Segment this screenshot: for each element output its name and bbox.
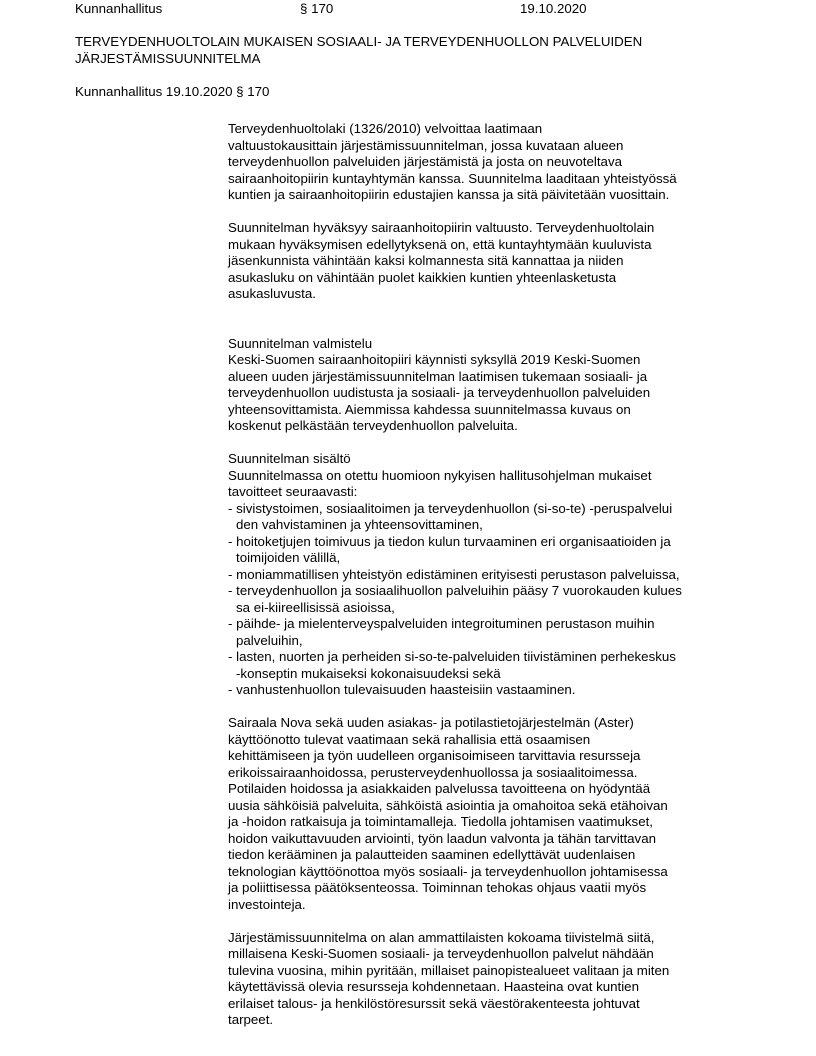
text-line: jäsenkunnista vähintään kaksi kolmannesta sitä kannattaa ja niiden xyxy=(228,253,624,268)
text-line: sairaanhoitopiirin kuntayhtymän kanssa. Suunnitelma laaditaan yhteistyössä xyxy=(228,170,677,186)
list-item-text: den vahvistaminen ja yhteensovittaminen, xyxy=(236,517,483,532)
objectives-list xyxy=(228,501,808,699)
meeting-reference: Kunnanhallitus 19.10.2020 § 170 xyxy=(75,84,270,99)
list-item-text: - sivistystoimen, sosiaalitoimen ja terveydenhuollon (si-so-te) -peruspalvelui xyxy=(228,500,673,516)
list-item xyxy=(228,501,808,534)
text-line: erilaiset talous- ja henkilöstöresurssit sekä väestörakenteesta johtuvat xyxy=(228,995,640,1011)
list-item-text: - hoitoketjujen toimivuus ja tiedon kulun turvaaminen eri organisaatioiden ja xyxy=(228,533,671,549)
title-line: TERVEYDENHUOLTOLAIN MUKAISEN SOSIAALI- JA TERVEYDENHUOLLON PALVELUIDEN xyxy=(75,34,643,49)
paragraph-approval xyxy=(228,220,808,303)
list-item-text: - päihde- ja mielenterveyspalveluiden integroituminen perustason muihin xyxy=(228,616,655,631)
text-line: hoidon vaikuttavuuden arviointi, työn laadun valvonta ja tähän tarvittavan xyxy=(228,830,657,846)
list-item xyxy=(228,583,808,616)
text-line: tarpeet. xyxy=(228,1012,274,1027)
text-line: mukaan hyväksymisen edellytyksenä on, että kuntayhtymään kuuluvista xyxy=(228,236,652,252)
text-line: uusia sähköisiä palveluita, sähköistä asiointia ja omahoitoa sekä etähoivan xyxy=(228,797,668,813)
list-item-text: - terveydenhuollon ja sosiaalihuollon palveluihin pääsy 7 vuorokauden kulues xyxy=(228,583,682,598)
list-item xyxy=(228,534,808,567)
text-line: erikoissairaanhoidossa, perusterveydenhuollossa ja sosiaalitoimessa. xyxy=(228,764,638,780)
text-line: koskenut pelkästään terveydenhuollon palveluita. xyxy=(228,418,518,433)
text-line: teknologian käyttöönottoa myös sosiaali- ja terveydenhuollon johtamisessa xyxy=(228,863,668,879)
list-item-text: sa ei-kiireellisissä asioissa, xyxy=(236,599,395,615)
text-line: käyttöönotto tulevat vaatimaan sekä rahallisia että osaamisen xyxy=(228,731,591,747)
text-line: investointeja. xyxy=(228,896,306,912)
section-heading: Suunnitelman sisältö xyxy=(228,451,351,466)
list-item-text: palveluihin, xyxy=(236,632,303,648)
paragraph-content xyxy=(228,451,808,699)
paragraph-nova-aster xyxy=(228,715,808,913)
text-line: Terveydenhuoltolaki (1326/2010) velvoittaa laatimaan xyxy=(228,121,543,136)
header-date: 19.10.2020 xyxy=(520,1,587,16)
spacer xyxy=(228,319,808,336)
document-title xyxy=(75,34,795,67)
text-line: terveydenhuollon uudistusta ja sosiaali- ja terveydenhuollon palveluiden xyxy=(228,385,651,400)
text-line: ja -hoidon ratkaisuja ja toimintamalleja. Tiedolla johtamisen vaatimukset, xyxy=(228,814,653,829)
text-line: Suunnitelman hyväksyy sairaanhoitopiirin valtuusto. Terveydenhuoltolain xyxy=(228,220,655,235)
text-line: tiedon kerääminen ja palautteiden saaminen edellyttävät uudenlaisen xyxy=(228,847,636,862)
list-item-text: - lasten, nuorten ja perheiden si-so-te-palveluiden tiivistäminen perhekeskus xyxy=(228,649,676,664)
text-line: tulevina vuosina, mihin pyritään, millaiset painopistealueet valitaan ja miten xyxy=(228,962,670,978)
list-item xyxy=(228,682,808,699)
text-line: kehittämiseen ja työn uudelleen organisoimiseen tarvittavia resursseja xyxy=(228,748,641,763)
text-line: Keski-Suomen sairaanhoitopiiri käynnisti syksyllä 2019 Keski-Suomen xyxy=(228,352,641,367)
header-section: § 170 xyxy=(300,1,334,16)
list-item xyxy=(228,616,808,649)
text-line: terveydenhuollon palveluiden järjestämistä ja josta on neuvoteltava xyxy=(228,154,622,169)
text-line: Suunnitelmassa on otettu huomioon nykyisen hallitusohjelman mukaiset xyxy=(228,467,652,483)
paragraph-preparation xyxy=(228,336,808,435)
text-line: asukasluvusta. xyxy=(228,286,316,301)
page-header xyxy=(0,1,816,18)
text-line: Järjestämissuunnitelma on alan ammattilaisten kokoama tiivistelmä siitä, xyxy=(228,929,655,945)
title-line: JÄRJESTÄMISSUUNNITELMA xyxy=(75,50,261,66)
text-line: valtuustokausittain järjestämissuunnitelman, jossa kuvataan alueen xyxy=(228,137,624,153)
list-item-text: toimijoiden välillä, xyxy=(236,550,341,565)
text-line: Potilaiden hoidossa ja asiakkaiden palvelussa tavoitteena on hyödyntää xyxy=(228,781,651,796)
text-line: Sairaala Nova sekä uuden asiakas- ja potilastietojärjestelmän (Aster) xyxy=(228,715,634,730)
list-item-text: - vanhustenhuollon tulevaisuuden haasteisiin vastaaminen. xyxy=(228,682,576,697)
list-item xyxy=(228,649,808,682)
list-item-text: - moniammatillisen yhteistyön edistäminen erityisesti perustason palveluissa, xyxy=(228,566,680,582)
list-item-text: -konseptin mukaiseksi kokonaisuudeksi sekä xyxy=(236,665,501,681)
list-item xyxy=(228,567,808,584)
section-heading: Suunnitelman valmistelu xyxy=(228,335,373,351)
text-line: yhteensovittamista. Aiemmissa kahdessa suunnitelmassa kuvaus on xyxy=(228,401,631,417)
text-line: käytettävissä olevia resursseja kohdennetaan. Haasteina ovat kuntien xyxy=(228,979,639,994)
document-body xyxy=(228,121,808,1045)
text-line: tavoitteet seuraavasti: xyxy=(228,484,358,499)
paragraph-legal-basis xyxy=(228,121,808,204)
text-line: alueen uuden järjestämissuunnitelman laatimisen tukemaan sosiaali- ja xyxy=(228,368,648,384)
text-line: asukasluku on vähintään puolet kaikkien kuntien yhteenlasketusta xyxy=(228,269,617,285)
text-line: ja poliittisessa päätöksenteossa. Toiminnan tehokas ohjaus vaatii myös xyxy=(228,880,647,895)
paragraph-summary xyxy=(228,930,808,1029)
header-body: Kunnanhallitus xyxy=(75,1,163,16)
text-line: millaisena Keski-Suomen sosiaali- ja terveydenhuollon palvelut nähdään xyxy=(228,946,654,961)
text-line: kuntien ja sairaanhoitopiirin edustajien kanssa ja sitä päivitetään vuosittain. xyxy=(228,187,670,202)
